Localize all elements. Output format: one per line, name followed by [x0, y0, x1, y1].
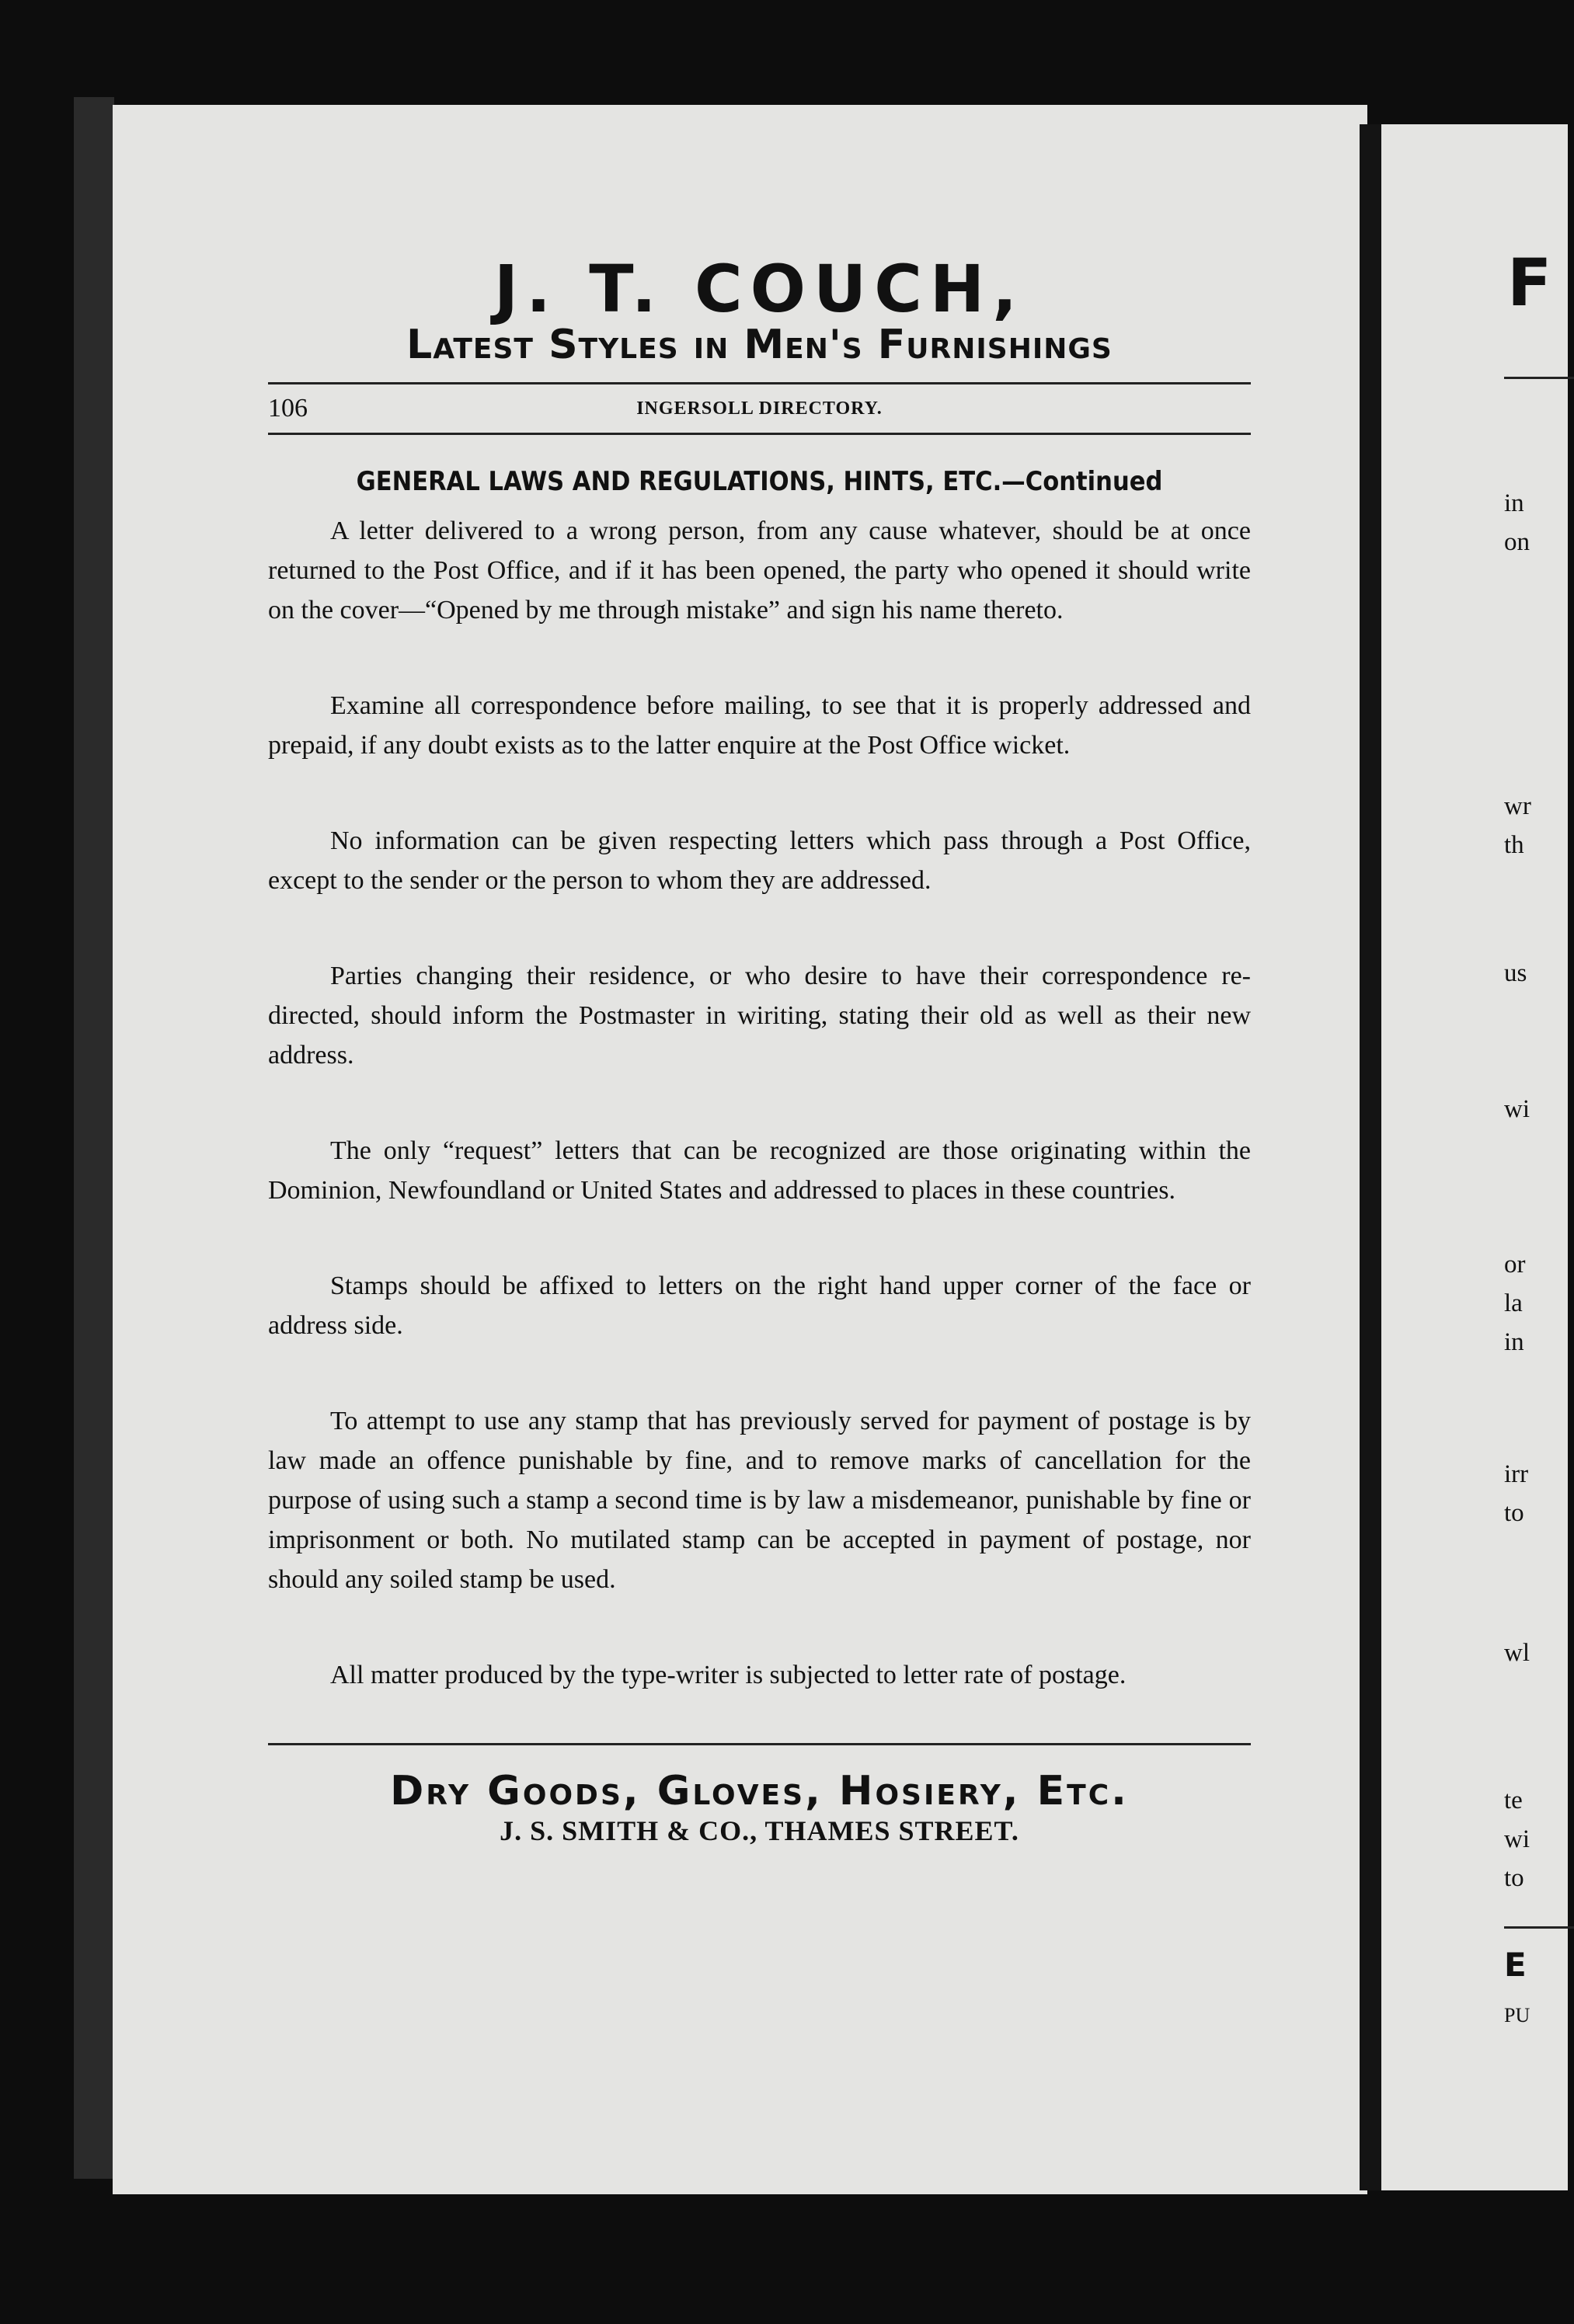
directory-name: INGERSOLL DIRECTORY. — [636, 398, 883, 419]
footer-rule — [268, 1743, 1251, 1745]
footer-ad-subtitle: J. S. SMITH & CO., THAMES STREET. — [500, 1815, 1019, 1846]
adjacent-fragment: la — [1504, 1289, 1523, 1317]
paragraph: To attempt to use any stamp that has previously served for payment of postage is by law made an offence punishable by fine, and to remove marks of cancellation for the purpose of using such a stamp a second time is by law a misdemeanor, punishable by fine or imprisonment or both. No mutilated stamp can be accepted in payment of postage, nor should any soiled stamp be used. — [268, 1407, 1251, 1594]
adjacent-fragment: or — [1504, 1251, 1526, 1279]
running-head — [268, 384, 1251, 433]
adjacent-fragment: PU — [1504, 2004, 1530, 2027]
advertiser-name: J. T. COUCH, — [493, 251, 1026, 327]
page-gutter — [1360, 124, 1381, 2190]
adjacent-fragment: F — [1507, 245, 1552, 321]
adjacent-fragment: wl — [1504, 1639, 1530, 1667]
adjacent-page-edge — [1381, 124, 1568, 2190]
page-number: 106 — [268, 394, 308, 423]
adjacent-page-fragments — [1381, 124, 1568, 2190]
adjacent-fragment: wi — [1504, 1095, 1530, 1123]
paragraph: All matter produced by the type-writer is subjected to letter rate of postage. — [330, 1661, 1127, 1689]
adjacent-fragment: us — [1504, 959, 1527, 987]
adjacent-fragment: to — [1504, 1499, 1524, 1527]
adjacent-rule — [1504, 377, 1574, 379]
section-heading: GENERAL LAWS AND REGULATIONS, HINTS, ETC.—Continued — [356, 466, 1163, 497]
paragraph: No information can be given respecting letters which pass through a Post Office, except to the sender or the person to whom they are addressed. — [268, 826, 1251, 895]
adjacent-fragment: E — [1504, 1946, 1527, 1984]
adjacent-fragment: in — [1504, 1328, 1524, 1356]
adjacent-fragment: in — [1504, 489, 1524, 517]
adjacent-fragment: wr — [1504, 792, 1531, 820]
adjacent-fragment: te — [1504, 1786, 1523, 1814]
adjacent-fragment: on — [1504, 528, 1530, 556]
adjacent-fragment: to — [1504, 1864, 1524, 1892]
adjacent-fragment: th — [1504, 831, 1524, 859]
header-rule-bottom — [268, 433, 1251, 435]
paragraph: Examine all correspondence before mailing, to see that it is properly addressed and prepaid, if any doubt exists as to the latter enquire at the Post Office wicket. — [268, 691, 1251, 760]
adjacent-fragment: wi — [1504, 1825, 1530, 1853]
page-content — [268, 251, 1251, 1846]
footer-ad-title: Dry Goods, Gloves, Hosiery, Etc. — [390, 1768, 1129, 1814]
paragraph: A letter delivered to a wrong person, from any cause whatever, should be at once returned to the Post Office, and if it has been opened, the party who opened it should write on the cover—“Opened by me through mistake” and sign his name thereto. — [268, 517, 1251, 624]
adjacent-fragment: irr — [1504, 1460, 1529, 1488]
book-spine — [74, 97, 114, 2179]
paragraph: The only “request” letters that can be recognized are those originating within the Dominion, Newfoundland or United States and addressed to places in these countries. — [268, 1136, 1251, 1205]
advertiser-slogan: Latest Styles in Men's Furnishings — [406, 322, 1113, 368]
adjacent-rule — [1504, 1926, 1574, 1929]
paragraph: Parties changing their residence, or who desire to have their correspondence re-directed, should inform the Postmaster in wiriting, stating their old as well as their new address. — [268, 962, 1251, 1070]
paragraph: Stamps should be affixed to letters on the right hand upper corner of the face or address side. — [268, 1272, 1251, 1340]
